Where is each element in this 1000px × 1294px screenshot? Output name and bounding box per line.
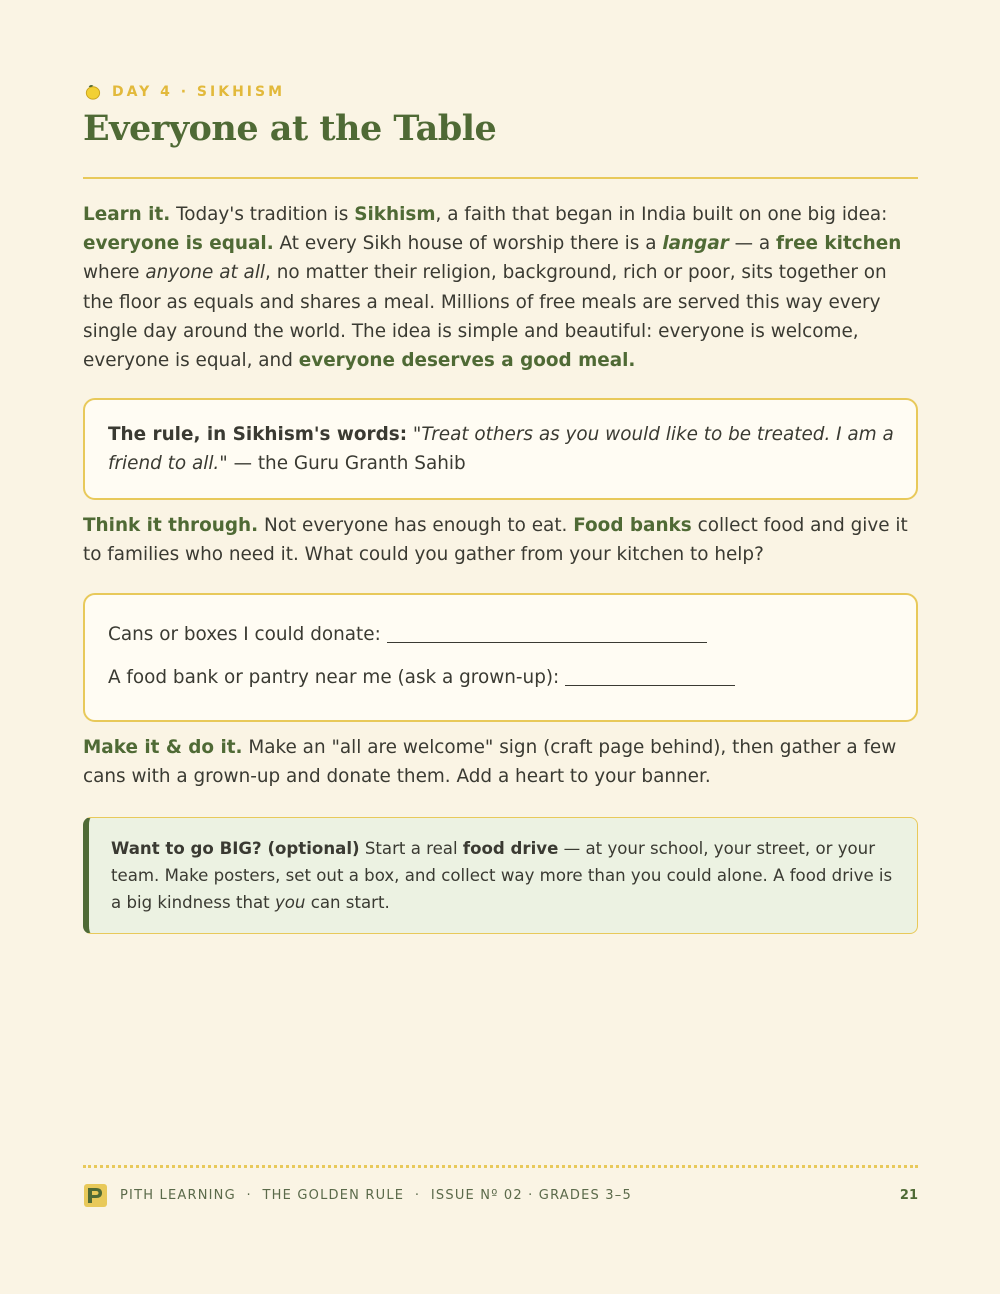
- think-label: Think it through.: [83, 515, 259, 536]
- make-it-paragraph: [83, 733, 918, 791]
- footer-divider: [83, 1165, 918, 1168]
- text: Today's tradition is: [170, 204, 355, 225]
- pith-logo-icon: [83, 1183, 108, 1208]
- langar-term: langar: [662, 233, 729, 255]
- lemon-icon: [83, 82, 102, 101]
- pantry-blank[interactable]: [565, 666, 735, 686]
- go-big-label: Want to go BIG? (optional): [111, 839, 360, 858]
- text: , no matter their religion, background, rich or poor, sits together on the floor as equals and shares a meal. Millions of free meals are served this way every single day around the world. The idea is simple and beautiful: everyone is welcome, everyone is equal, and: [83, 262, 887, 372]
- make-label: Make it & do it.: [83, 737, 243, 758]
- quote-source: " — the Guru Granth Sahib: [219, 453, 466, 475]
- text: can start.: [305, 893, 390, 912]
- page-footer: [83, 1183, 918, 1208]
- donate-blank[interactable]: [387, 623, 707, 643]
- donate-line: [108, 623, 894, 647]
- footer-meta: PITH LEARNING · THE GOLDEN RULE · ISSUE Nº 02 · GRADES 3–5: [120, 1188, 632, 1203]
- pantry-line: [108, 666, 894, 690]
- everyone-equal-term: everyone is equal.: [83, 233, 274, 255]
- rule-quote: [108, 420, 894, 478]
- text: , a faith that began in India built on one big idea:: [435, 204, 888, 225]
- sikhism-term: Sikhism: [354, 204, 436, 225]
- free-kitchen-term: free kitchen: [776, 233, 902, 255]
- text: ": [407, 424, 422, 445]
- page-number: 21: [899, 1188, 918, 1203]
- learn-it-paragraph: [83, 200, 918, 375]
- page-title: Everyone at the Table: [83, 108, 497, 149]
- text: At every Sikh house of worship there is a: [273, 233, 663, 255]
- text: Make an "all are welcome" sign (craft page behind), then gather a few cans with a grown-up and donate them. Add a heart to your banner.: [83, 737, 897, 788]
- you-text: you: [274, 893, 306, 912]
- good-meal-term: everyone deserves a good meal.: [298, 350, 636, 372]
- pantry-prompt: A food bank or pantry near me (ask a grown-up):: [108, 667, 560, 688]
- text: collect food and give it to families who need it. What could you gather from your kitchen to help?: [83, 515, 908, 566]
- food-drive-term: food drive: [462, 839, 559, 858]
- text: — a: [728, 233, 776, 255]
- anyone-at-all-text: anyone at all: [145, 262, 266, 284]
- text: Not everyone has enough to eat.: [258, 515, 574, 536]
- rule-quote-lead: The rule, in Sikhism's words:: [108, 424, 408, 445]
- donate-prompt: Cans or boxes I could donate:: [108, 624, 381, 645]
- text: where: [83, 262, 146, 284]
- text: Start a real: [359, 839, 463, 858]
- rule-quote-box: [83, 398, 918, 500]
- day-label: DAY 4 · SIKHISM: [112, 83, 286, 100]
- text: — at your school, your street, or your team. Make posters, set out a box, and collect way more than you could alone. A food drive is a big kindness that: [111, 839, 893, 912]
- food-banks-term: Food banks: [573, 515, 692, 536]
- go-big-callout: [83, 817, 918, 934]
- worksheet-page: [83, 0, 918, 1294]
- quote-text: Treat others as you would like to be treated. I am a friend to all.: [108, 424, 894, 475]
- go-big-text: [111, 835, 897, 916]
- fill-in-box: [83, 593, 918, 722]
- day-kicker: [83, 82, 285, 101]
- think-it-through-paragraph: [83, 511, 918, 569]
- title-divider: [83, 177, 918, 179]
- learn-it-label: Learn it.: [83, 204, 171, 225]
